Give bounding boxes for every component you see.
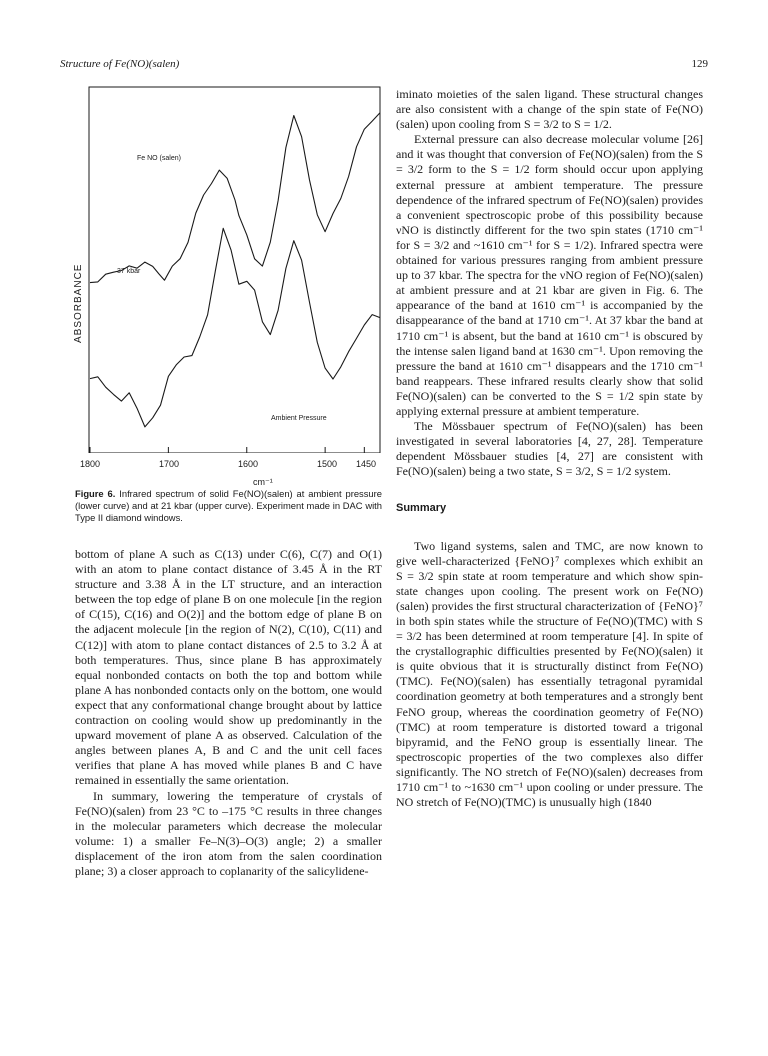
x-tick-label: 1700 xyxy=(158,459,180,469)
series-line-37kbar xyxy=(90,113,380,283)
x-tick-label: 1600 xyxy=(237,459,259,469)
section-heading-summary: Summary xyxy=(396,502,447,515)
figure-caption xyxy=(75,488,382,525)
body-paragraph: The Mössbauer spectrum of Fe(NO)(salen) has been investigated in several laboratories [4, 27, 28]. Temperature dependent Mössbauer studies [4, 27] are consistent with Fe(NO)(salen) being a two state, S = 3/2, S = 1/2 system. xyxy=(396,419,703,479)
running-head: Structure of Fe(NO)(salen) xyxy=(60,58,180,70)
x-tick-label: 1450 xyxy=(355,459,377,469)
body-paragraph: bottom of plane A such as C(13) under C(6), C(7) and O(1) with an atom to plane contact distance of 3.45 Å in the RT structure and 3.38 Å in the LT structure, and an interaction between the top edge of plane B on one molecule [in the region of C(15), C(16) and O(2)] and the bottom edge of plane B on the adjacent molecule [in the region of N(2), C(10), C(11) and C(12)] with atom to plane contact distances of 2.5 to 3.2 Å at both temperatures. Thus, since plane B has approximately equal nonbonded contacts on both the top and bottom while plane A has nonbonded contacts only on the bottom, one would expect that any conformational change brought about by lattice contraction on cooling would show up predominantly in the upward movement of plane A as observed. Calculation of the angles between planes A, B and C and the unit cell faces verifies that plane A has moved while planes B and C have remained in essentially the same orientation. xyxy=(75,547,382,788)
compound-annotation: Fe NO (salen) xyxy=(137,155,181,162)
body-paragraph: iminato moieties of the salen ligand. These structural changes are also consistent with a change of the spin state of Fe(NO)(salen) upon cooling from S = 3/2 to S = 1/2. xyxy=(396,87,703,132)
caption-text: Infrared spectrum of solid Fe(NO)(salen) at ambient pressure (lower curve) and at 21 kbar (upper curve). Experiment made in DAC with Type II diamond windows. xyxy=(75,488,382,524)
ir-spectrum-chart xyxy=(75,85,382,453)
upper-curve-annotation: 37 kbar xyxy=(117,268,141,275)
right-column xyxy=(396,87,703,810)
summary-paragraph: Two ligand systems, salen and TMC, are now known to give well-characterized {FeNO}⁷ complexes which exhibit an S = 3/2 spin state at room temperature and which show spin-state changes upon cooling. The present work on Fe(NO)(salen) provides the first structural characterization of {FeNO}⁷ in both spin states while the structure of Fe(NO)(TMC) with S = 3/2 has been determined at room temperature [4]. In spite of the crystallographic difficulties presented by Fe(NO)(salen) it is quite obvious that it is structurally distinct from Fe(NO)(TMC). Fe(NO)(salen) has essentially tetragonal pyramidal coordination geometry at both temperatures and a strongly bent FeNO group, whereas the coordination geometry of Fe(NO)(TMC) at room temperature is distorted toward a trigonal bipyramid, and the FeNO group is essentially linear. The spectroscopic properties of the two complexes also differ significantly. The NO stretch of Fe(NO)(salen) decreases from 1710 cm⁻¹ to ~1630 cm⁻¹ upon cooling or under pressure. The NO stretch of Fe(NO)(TMC) is unusually high (1840 xyxy=(396,538,703,810)
x-tick-label: 1800 xyxy=(79,459,101,469)
page-header xyxy=(60,58,708,74)
figure-6 xyxy=(73,85,382,487)
y-axis-label: ABSORBANCE xyxy=(73,263,84,343)
x-axis-label: cm⁻¹ xyxy=(253,477,273,487)
body-paragraph: External pressure can also decrease molecular volume [26] and it was thought that conversion of Fe(NO)(salen) from the S = 3/2 form to the S = 1/2 form should occur upon applying external pressure at ambient temperature. The pressure dependence of the infrared spectrum of Fe(NO)(salen) provides a convenient spectroscopic probe of this possibility because νNO is distinctly different for the two spin states (1710 cm⁻¹ for S = 3/2 and ~1610 cm⁻¹ for S = 1/2). Infrared spectra were obtained for various pressures ranging from ambient pressure up to 37 kbar. The spectra for the νNO region of Fe(NO)(salen) at ambient pressure and at 21 kbar are given in Fig. 6. The appearance of the band at 1610 cm⁻¹ is accompanied by the disappearance of the band at 1710 cm⁻¹. At 37 kbar the band at 1710 cm⁻¹ is absent, but the band at 1610 cm⁻¹ is obscured by the intense salen ligand band at 1630 cm⁻¹. Upon removing the pressure the band at 1610 cm⁻¹ disappears and the 1710 cm⁻¹ band reappears. These infrared results clearly show that solid Fe(NO)(salen) can be converted to the S = 1/2 spin state by applying external pressure at ambient temperature. xyxy=(396,132,703,418)
series-line-ambient xyxy=(90,228,380,427)
left-column xyxy=(75,547,382,879)
body-paragraph: In summary, lowering the temperature of crystals of Fe(NO)(salen) from 23 °C to –175 °C results in three changes in the molecular parameters which decrease the molecular volume: 1) a smaller Fe–N(3)–O(3) angle; 2) a smaller displacement of the iron atom from the salen coordination plane; 3) a closer approach to coplanarity of the salicylidene- xyxy=(75,788,382,878)
x-tick-label: 1500 xyxy=(316,459,338,469)
lower-curve-annotation: Ambient Pressure xyxy=(271,415,327,422)
caption-label: Figure 6. xyxy=(75,488,116,499)
page-number: 129 xyxy=(691,58,708,70)
